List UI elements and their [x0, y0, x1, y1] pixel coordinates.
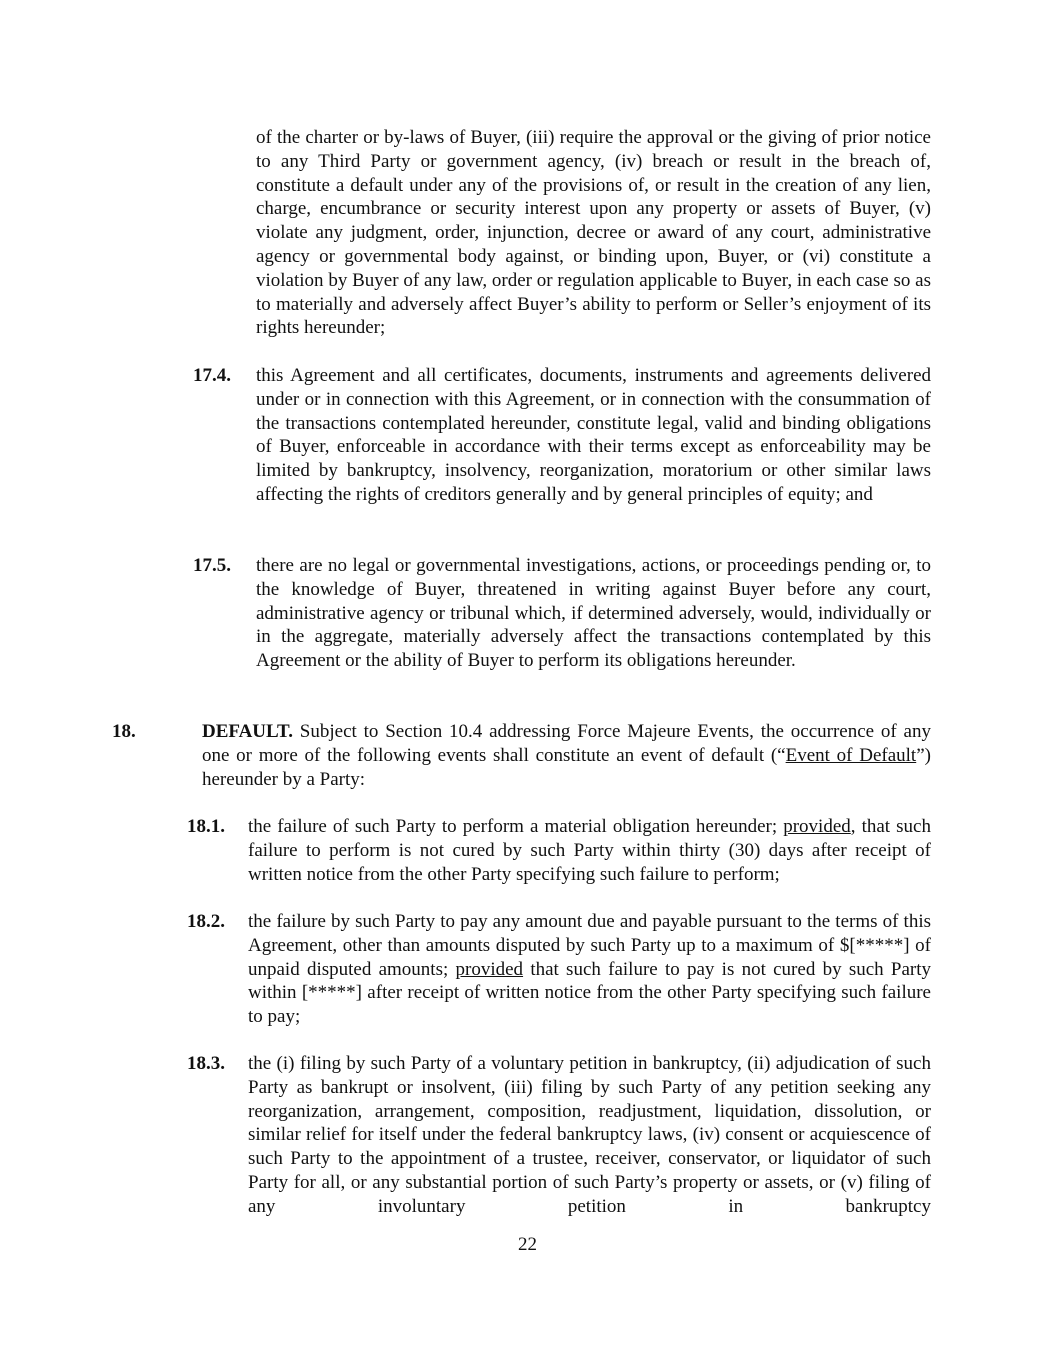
section-18-text-after: ”) hereunder by a Party:: [202, 744, 931, 790]
section-heading-default: DEFAULT.: [202, 721, 293, 742]
section-18-1-text-before: the failure of such Party to perform a material obligation hereunder;: [248, 816, 784, 837]
provided-term-18-2: provided: [455, 958, 524, 980]
section-18-2-text-after: that such failure to pay is not cured by such Party within [*****] after receipt of written notice from the other Party specifying such failure to pay;: [248, 958, 931, 1028]
section-number-18-3: 18.3.: [187, 1053, 225, 1074]
section-18-text-before: Subject to Section 10.4 addressing Force Majeure Events, the occurrence of any one or more of the following events shall constitute an event of default (“: [202, 721, 931, 766]
section-number-17-5: 17.5.: [193, 555, 231, 576]
section-number-18-2: 18.2.: [187, 911, 225, 932]
section-18-1-text-after: , that such failure to perform is not cured by such Party within thirty (30) days after receipt of written notice from the other Party specifying such failure to perform;: [248, 816, 931, 885]
section-text-17-4: this Agreement and all certificates, documents, instruments and agreements delivered under or in connection with this Agreement, or in connection with the consummation of the transactions contemplated hereunder, constitute legal, valid and binding obligations of Buyer, enforceable in accordance with their terms except as enforceability may be limited by bankruptcy, insolvency, reorganization, moratorium or other similar laws affecting the rights of creditors generally and by general principles of equity; and: [256, 365, 931, 505]
section-18-2-text-before: the failure by such Party to pay any amount due and payable pursuant to the terms of this Agreement, other than amounts disputed by such Party up to a maximum of $[*****] of unpaid disputed amounts;: [248, 911, 931, 980]
page-number: 22: [518, 1234, 537, 1255]
section-text-18-1: [248, 815, 931, 886]
section-text-18: [202, 720, 931, 791]
continuation-paragraph: of the charter or by-laws of Buyer, (iii) require the approval or the giving of prior notice to any Third Party or government agency, (iv) breach or result in the breach of, constitute a default under any of the provisions of, or result in the creation of any lien, charge, encumbrance or security interest upon any property or assets of Buyer, (v) violate any judgment, order, injunction, decree or award of any court, administrative agency or governmental body against, or binding upon, Buyer, or (vi) constitute a violation by Buyer of any law, order or regulation applicable to Buyer, in each case so as to materially and adversely affect Buyer’s ability to perform or Seller’s enjoyment of its rights hereunder;: [256, 127, 931, 339]
section-number-17-4: 17.4.: [193, 365, 231, 386]
section-number-18-1: 18.1.: [187, 816, 225, 837]
section-number-18: 18.: [112, 721, 136, 742]
defined-term-event-of-default: Event of Default: [785, 744, 917, 766]
section-text-18-3: the (i) filing by such Party of a voluntary petition in bankruptcy, (ii) adjudication of such Party as bankrupt or insolvent, (iii) filing by such Party of any petition seeking any reorganization, arrangement, composition, readjustment, liquidation, dissolution, or similar relief for itself under the federal bankruptcy laws, (iv) consent or acquiescence of such Party to the appointment of a trustee, receiver, conservator, or liquidator of such Party for all, or any substantial portion of such Party’s property or assets, or (v) filing of any involuntary petition in bankruptcy: [248, 1053, 931, 1217]
section-text-17-5: there are no legal or governmental investigations, actions, or proceedings pending or, to the knowledge of Buyer, threatened in writing against Buyer before any court, administrative agency or tribunal which, if determined adversely, would, individually or in the aggregate, materially adversely affect the transactions contemplated by this Agreement or the ability of Buyer to perform its obligations hereunder.: [256, 555, 931, 672]
section-text-18-2: [248, 910, 931, 1029]
provided-term-18-1: provided: [783, 816, 851, 837]
